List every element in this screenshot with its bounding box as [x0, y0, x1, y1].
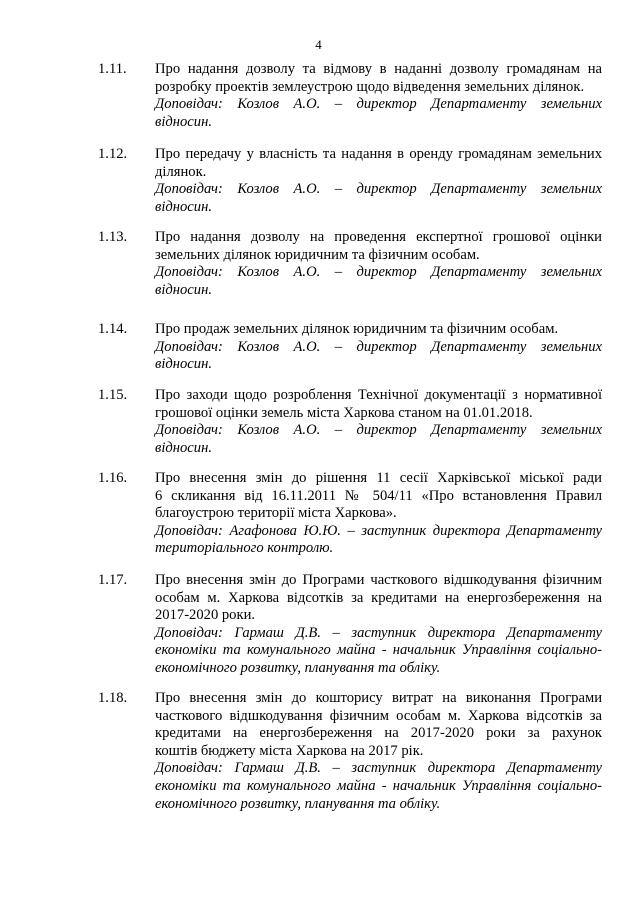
agenda-item-number: 1.15. — [98, 387, 128, 403]
agenda-item-number: 1.11. — [98, 61, 127, 77]
agenda-item-speaker-line: відносин. — [155, 113, 212, 130]
agenda-item-title-line: 6 скликання від 16.11.2011 № 504/11 «Про встановлення Правил — [155, 487, 602, 504]
agenda-item-title-line: часткового відшкодування фізичним особам м. Харкова відсотків за — [155, 707, 602, 724]
agenda-item-number: 1.12. — [98, 146, 128, 162]
agenda-item-title-line: благоустрою території міста Харкова». — [155, 505, 397, 522]
agenda-item-title-line: ділянок. — [155, 163, 207, 180]
agenda-item-speaker-line: Доповідач: Гармаш Д.В. – заступник директора Департаменту — [155, 760, 602, 777]
agenda-item-title-line: Про внесення змін до рішення 11 сесії Харківської міської ради — [155, 470, 602, 486]
agenda-item-number: 1.13. — [98, 229, 128, 245]
agenda-item-speaker-line: економіки та комунального майна - начальник Управління соціально- — [155, 777, 602, 794]
agenda-item-speaker-line: економічного розвитку, планування та обліку. — [155, 795, 441, 812]
agenda-item-title-line: грошової оцінки земель міста Харкова станом на 01.01.2018. — [155, 404, 533, 421]
page-number: 4 — [315, 37, 322, 52]
agenda-item-speaker-line: територіального контролю. — [155, 540, 334, 557]
agenda-item-body — [155, 387, 602, 457]
agenda-item-speaker-line: економіки та комунального майна - начальник Управління соціально- — [155, 642, 602, 659]
agenda-item-title-line: розробку проектів землеустрою щодо відведення земельних ділянок. — [155, 78, 585, 95]
agenda-item-body — [155, 572, 602, 678]
agenda-item-speaker-line: Доповідач: Агафонова Ю.Ю. – заступник директора Департаменту — [155, 522, 602, 539]
agenda-item-speaker-line: Доповідач: Козлов А.О. – директор Департаменту земельних — [155, 422, 602, 439]
agenda-item-speaker-line: відносин. — [155, 281, 212, 298]
agenda-item-number: 1.18. — [98, 690, 128, 706]
agenda-item-body — [155, 229, 602, 299]
agenda-item-body — [155, 61, 602, 131]
agenda-item-title-line: коштів бюджету міста Харкова на 2017 рік. — [155, 742, 424, 759]
agenda-item-title-line: Про внесення змін до Програми часткового відшкодування фізичним — [155, 572, 602, 588]
agenda-item-body — [155, 146, 602, 216]
agenda-item-number: 1.16. — [98, 470, 128, 486]
agenda-item-speaker-line: економічного розвитку, планування та обліку. — [155, 659, 441, 676]
agenda-item-title-line: Про продаж земельних ділянок юридичним та фізичним особам. — [155, 321, 559, 337]
agenda-item-speaker-line: Доповідач: Козлов А.О. – директор Департаменту земельних — [155, 181, 602, 198]
agenda-item-body — [155, 470, 602, 558]
agenda-item-number: 1.14. — [98, 321, 128, 337]
agenda-item-speaker-line: Доповідач: Козлов А.О. – директор Департаменту земельних — [155, 96, 602, 113]
agenda-item-title-line: Про надання дозволу та відмову в наданні дозволу громадянам на — [155, 61, 602, 77]
agenda-item-speaker-line: відносин. — [155, 439, 212, 456]
agenda-item-title-line: особам м. Харкова відсотків за кредитами на енергозбереження на — [155, 589, 602, 606]
agenda-item-body — [155, 321, 602, 374]
agenda-item-speaker-line: відносин. — [155, 198, 212, 215]
agenda-item-number: 1.17. — [98, 572, 128, 588]
agenda-item-speaker-line: відносин. — [155, 356, 212, 373]
agenda-item-speaker-line: Доповідач: Козлов А.О. – директор Департаменту земельних — [155, 338, 602, 355]
agenda-item-title-line: кредитами на енергозбереження на 2017-2020 роки за рахунок — [155, 725, 602, 742]
agenda-item-title-line: земельних ділянок юридичним та фізичним особам. — [155, 246, 480, 263]
agenda-item-title-line: Про внесення змін до кошторису витрат на виконання Програми — [155, 690, 602, 706]
agenda-item-speaker-line: Доповідач: Гармаш Д.В. – заступник директора Департаменту — [155, 624, 602, 641]
agenda-item-body — [155, 690, 602, 813]
agenda-item-title-line: Про передачу у власність та надання в оренду громадянам земельних — [155, 146, 602, 162]
agenda-item-title-line: Про надання дозволу на проведення експертної грошової оцінки — [155, 229, 602, 245]
agenda-item-title-line: Про заходи щодо розроблення Технічної документації з нормативної — [155, 387, 602, 403]
agenda-item-speaker-line: Доповідач: Козлов А.О. – директор Департаменту земельних — [155, 264, 602, 281]
agenda-item-title-line: 2017-2020 роки. — [155, 607, 256, 624]
